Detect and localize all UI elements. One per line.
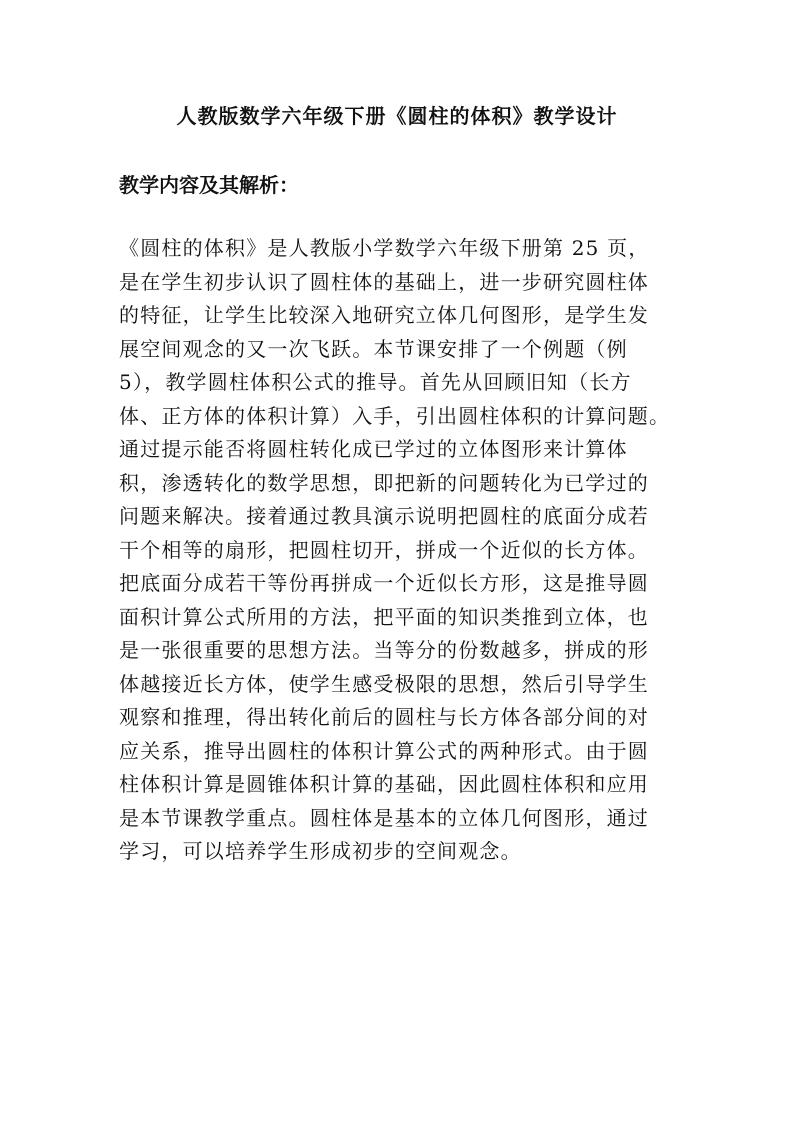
paragraph-line: 是本节课教学重点。圆柱体是基本的立体几何图形，通过 (119, 805, 649, 830)
paragraph-line: 柱体积计算是圆锥体积计算的基础，因此圆柱体积和应用 (119, 772, 649, 796)
paragraph-line: 把底面分成若干等份再拼成一个近似长方形，这是推导圆 (119, 571, 649, 595)
body-paragraph (119, 232, 689, 869)
paragraph-line: 5），教学圆柱体积公式的推导。首先从回顾旧知（长方 (119, 370, 632, 394)
paragraph-line: 面积计算公式所用的方法，把平面的知识类推到立体，也 (119, 604, 649, 629)
paragraph-line: 积，渗透转化的数学思想，即把新的问题转化为已学过的 (119, 470, 649, 495)
paragraph-line: 体越接近长方体，使学生感受极限的思想，然后引导学生 (119, 671, 649, 696)
paragraph-line: 干个相等的扇形，把圆柱切开，拼成一个近似的长方体。 (119, 537, 649, 562)
paragraph-line: 《圆柱的体积》是人教版小学数学六年级下册第 25 页， (119, 236, 650, 260)
paragraph-line: 体、正方体的体积计算）入手，引出圆柱体积的计算问题。 (119, 403, 671, 428)
paragraph-line: 问题来解决。接着通过教具演示说明把圆柱的底面分成若 (119, 504, 649, 528)
paragraph-line: 是一张很重要的思想方法。当等分的份数越多，拼成的形 (119, 638, 649, 662)
paragraph-line: 是在学生初步认识了圆柱体的基础上，进一步研究圆柱体 (119, 269, 649, 294)
paragraph-line: 观察和推理，得出转化前后的圆柱与长方体各部分间的对 (119, 705, 649, 729)
paragraph-line: 的特征，让学生比较深入地研究立体几何图形，是学生发 (119, 303, 649, 327)
document-title: 人教版数学六年级下册《圆柱的体积》教学设计 (176, 104, 618, 128)
paragraph-line: 展空间观念的又一次飞跃。本节课安排了一个例题（例 (119, 336, 628, 361)
paragraph-line: 学习，可以培养学生形成初步的空间观念。 (119, 839, 522, 863)
section-heading: 教学内容及其解析： (119, 173, 299, 197)
paragraph-line: 应关系，推导出圆柱的体积计算公式的两种形式。由于圆 (119, 738, 649, 763)
paragraph-line: 通过提示能否将圆柱转化成已学过的立体图形来计算体 (119, 437, 628, 461)
